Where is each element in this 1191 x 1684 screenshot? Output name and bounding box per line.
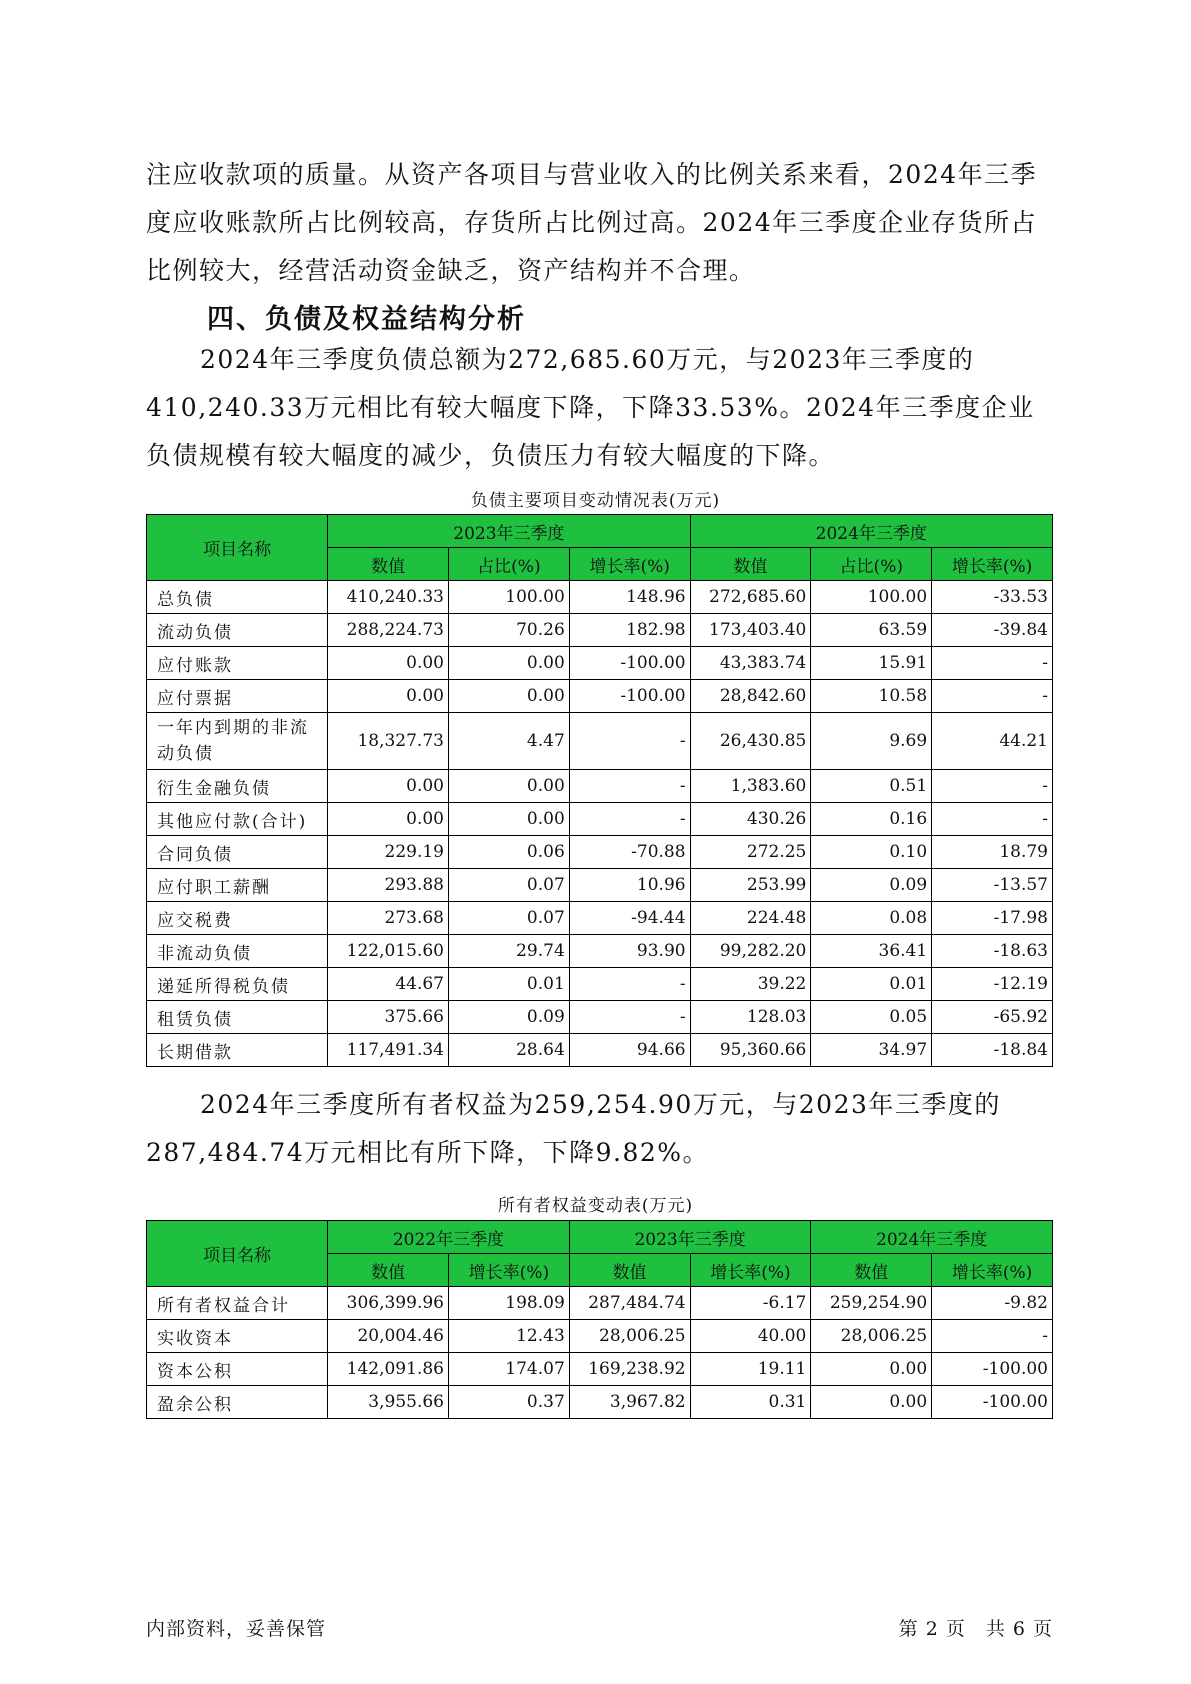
- table-cell: -: [569, 770, 690, 803]
- table-cell: -100.00: [569, 647, 690, 680]
- table-row: [147, 935, 1053, 968]
- table-cell: 19.11: [690, 1353, 811, 1386]
- page-number: 第 2 页 共 6 页: [898, 1618, 1053, 1640]
- table-row: [147, 770, 1053, 803]
- table-cell: 18,327.73: [328, 713, 449, 770]
- table-cell: -: [932, 680, 1053, 713]
- table-cell: 0.00: [448, 647, 569, 680]
- table-row: [147, 1287, 1053, 1320]
- table-cell: -: [932, 1320, 1053, 1353]
- row-label: 合同负债: [147, 836, 328, 869]
- column-header: 数值: [811, 1254, 932, 1287]
- table-cell: 148.96: [569, 581, 690, 614]
- item-name-header: 项目名称: [147, 1221, 328, 1287]
- table-cell: 15.91: [811, 647, 932, 680]
- table-cell: -: [932, 770, 1053, 803]
- table-cell: 272.25: [690, 836, 811, 869]
- table-cell: 0.01: [811, 968, 932, 1001]
- table-cell: -17.98: [932, 902, 1053, 935]
- table-cell: 99,282.20: [690, 935, 811, 968]
- table-row: [147, 968, 1053, 1001]
- table-cell: -70.88: [569, 836, 690, 869]
- table-cell: 224.48: [690, 902, 811, 935]
- row-label: 实收资本: [147, 1320, 328, 1353]
- table-cell: -: [569, 1001, 690, 1034]
- table-cell: 3,967.82: [569, 1386, 690, 1419]
- row-label: 应付账款: [147, 647, 328, 680]
- table-cell: 198.09: [448, 1287, 569, 1320]
- row-label: 盈余公积: [147, 1386, 328, 1419]
- table-cell: -: [932, 803, 1053, 836]
- liability-table: [146, 514, 1053, 1067]
- table-row: [147, 803, 1053, 836]
- table-cell: 36.41: [811, 935, 932, 968]
- table-cell: 0.00: [811, 1386, 932, 1419]
- table-cell: 272,685.60: [690, 581, 811, 614]
- table-cell: 0.37: [448, 1386, 569, 1419]
- table-cell: 173,403.40: [690, 614, 811, 647]
- table-cell: 253.99: [690, 869, 811, 902]
- table-cell: 4.47: [448, 713, 569, 770]
- table-cell: -: [569, 713, 690, 770]
- table-cell: 182.98: [569, 614, 690, 647]
- table-cell: 43,383.74: [690, 647, 811, 680]
- table-cell: -13.57: [932, 869, 1053, 902]
- period-header: 2024年三季度: [811, 1221, 1053, 1254]
- table-cell: 28,842.60: [690, 680, 811, 713]
- table-row: [147, 1353, 1053, 1386]
- table-cell: 0.00: [328, 770, 449, 803]
- row-label: 递延所得税负债: [147, 968, 328, 1001]
- table-cell: 287,484.74: [569, 1287, 690, 1320]
- table-cell: 117,491.34: [328, 1034, 449, 1067]
- table-row: [147, 713, 1053, 770]
- table-cell: 0.07: [448, 902, 569, 935]
- column-header: 占比(%): [448, 548, 569, 581]
- table-cell: 169,238.92: [569, 1353, 690, 1386]
- table-cell: 40.00: [690, 1320, 811, 1353]
- table-cell: -6.17: [690, 1287, 811, 1320]
- item-name-header: 项目名称: [147, 515, 328, 581]
- table-cell: -18.84: [932, 1034, 1053, 1067]
- table-cell: 28,006.25: [811, 1320, 932, 1353]
- period-header: 2024年三季度: [690, 515, 1052, 548]
- row-label: 长期借款: [147, 1034, 328, 1067]
- period-header: 2023年三季度: [569, 1221, 811, 1254]
- row-label: 衍生金融负债: [147, 770, 328, 803]
- table-cell: 0.00: [328, 647, 449, 680]
- column-header: 增长率(%): [932, 548, 1053, 581]
- column-header: 数值: [569, 1254, 690, 1287]
- row-label: 所有者权益合计: [147, 1287, 328, 1320]
- column-header: 增长率(%): [448, 1254, 569, 1287]
- table-cell: 1,383.60: [690, 770, 811, 803]
- table-cell: 100.00: [448, 581, 569, 614]
- table-row: [147, 1001, 1053, 1034]
- table-cell: 0.16: [811, 803, 932, 836]
- intro-paragraph: 注应收款项的质量。从资产各项目与营业收入的比例关系来看，2024年三季度应收账款所占比例较高，存货所占比例过高。2024年三季度企业存货所占比例较大，经营活动资金缺乏，资产结构并不合理。: [146, 160, 1038, 285]
- table-cell: 0.10: [811, 836, 932, 869]
- table-cell: -33.53: [932, 581, 1053, 614]
- table-row: [147, 836, 1053, 869]
- section-heading: 四、负债及权益结构分析: [207, 304, 526, 335]
- table2-caption: 所有者权益变动表(万元): [497, 1196, 694, 1216]
- footer-left: 内部资料，妥善保管: [146, 1618, 327, 1640]
- liability-paragraph: 2024年三季度负债总额为272,685.60万元，与2023年三季度的410,240.33万元相比有较大幅度下降，下降33.53%。2024年三季度企业负债规模有较大幅度的减少，负债压力有较大幅度的下降。: [146, 345, 1035, 470]
- table-cell: 10.58: [811, 680, 932, 713]
- column-header: 增长率(%): [932, 1254, 1053, 1287]
- table-cell: 18.79: [932, 836, 1053, 869]
- table-cell: 0.00: [328, 803, 449, 836]
- table-cell: 259,254.90: [811, 1287, 932, 1320]
- table-cell: 410,240.33: [328, 581, 449, 614]
- table-cell: 288,224.73: [328, 614, 449, 647]
- table-cell: 0.07: [448, 869, 569, 902]
- table-cell: -: [569, 803, 690, 836]
- table-cell: 26,430.85: [690, 713, 811, 770]
- row-label: 租赁负债: [147, 1001, 328, 1034]
- table-cell: 0.09: [448, 1001, 569, 1034]
- column-header: 增长率(%): [690, 1254, 811, 1287]
- row-label: 总负债: [147, 581, 328, 614]
- row-label: 非流动负债: [147, 935, 328, 968]
- table-cell: -94.44: [569, 902, 690, 935]
- table-cell: 28,006.25: [569, 1320, 690, 1353]
- table-cell: -100.00: [932, 1386, 1053, 1419]
- table-cell: 306,399.96: [328, 1287, 449, 1320]
- table-cell: 0.00: [448, 803, 569, 836]
- table-cell: -12.19: [932, 968, 1053, 1001]
- table-cell: 0.00: [811, 1353, 932, 1386]
- table-cell: 28.64: [448, 1034, 569, 1067]
- row-label: 一年内到期的非流动负债: [147, 713, 328, 770]
- table-cell: 0.08: [811, 902, 932, 935]
- column-header: 增长率(%): [569, 548, 690, 581]
- equity-paragraph: 2024年三季度所有者权益为259,254.90万元，与2023年三季度的287,484.74万元相比有所下降，下降9.82%。: [146, 1090, 1001, 1167]
- table-row: [147, 647, 1053, 680]
- table-cell: 3,955.66: [328, 1386, 449, 1419]
- table-row: [147, 902, 1053, 935]
- row-label: 其他应付款(合计): [147, 803, 328, 836]
- row-label: 应交税费: [147, 902, 328, 935]
- table-cell: 29.74: [448, 935, 569, 968]
- table-row: [147, 1320, 1053, 1353]
- table-row: [147, 581, 1053, 614]
- table-cell: 122,015.60: [328, 935, 449, 968]
- table-cell: -100.00: [932, 1353, 1053, 1386]
- table-cell: 44.21: [932, 713, 1053, 770]
- table-cell: 63.59: [811, 614, 932, 647]
- column-header: 数值: [328, 548, 449, 581]
- table-cell: 0.31: [690, 1386, 811, 1419]
- table-cell: -: [932, 647, 1053, 680]
- row-label: 流动负债: [147, 614, 328, 647]
- table-cell: 0.01: [448, 968, 569, 1001]
- table-cell: 20,004.46: [328, 1320, 449, 1353]
- table-cell: 0.00: [448, 770, 569, 803]
- table-cell: 229.19: [328, 836, 449, 869]
- table-row: [147, 614, 1053, 647]
- table-cell: 273.68: [328, 902, 449, 935]
- table-cell: 293.88: [328, 869, 449, 902]
- table-cell: 44.67: [328, 968, 449, 1001]
- table-cell: -: [569, 968, 690, 1001]
- table1-caption: 负债主要项目变动情况表(万元): [470, 491, 721, 511]
- row-label: 应付职工薪酬: [147, 869, 328, 902]
- table-cell: 0.05: [811, 1001, 932, 1034]
- table-cell: -18.63: [932, 935, 1053, 968]
- period-header: 2022年三季度: [328, 1221, 570, 1254]
- table-cell: -100.00: [569, 680, 690, 713]
- table-cell: 128.03: [690, 1001, 811, 1034]
- table-cell: 95,360.66: [690, 1034, 811, 1067]
- period-header: 2023年三季度: [328, 515, 690, 548]
- table-row: [147, 1034, 1053, 1067]
- table-cell: -65.92: [932, 1001, 1053, 1034]
- table-cell: 142,091.86: [328, 1353, 449, 1386]
- table-cell: 70.26: [448, 614, 569, 647]
- equity-table: [146, 1220, 1053, 1419]
- table-cell: 12.43: [448, 1320, 569, 1353]
- table-cell: 0.51: [811, 770, 932, 803]
- table-cell: 375.66: [328, 1001, 449, 1034]
- table-cell: 94.66: [569, 1034, 690, 1067]
- table-cell: -9.82: [932, 1287, 1053, 1320]
- table-cell: 9.69: [811, 713, 932, 770]
- column-header: 数值: [690, 548, 811, 581]
- table-cell: 0.00: [448, 680, 569, 713]
- table-cell: -39.84: [932, 614, 1053, 647]
- table-cell: 34.97: [811, 1034, 932, 1067]
- table-cell: 174.07: [448, 1353, 569, 1386]
- table-cell: 0.09: [811, 869, 932, 902]
- table-cell: 430.26: [690, 803, 811, 836]
- table-cell: 100.00: [811, 581, 932, 614]
- table-row: [147, 869, 1053, 902]
- table-row: [147, 680, 1053, 713]
- row-label: 应付票据: [147, 680, 328, 713]
- row-label: 资本公积: [147, 1353, 328, 1386]
- table-cell: 0.00: [328, 680, 449, 713]
- table-row: [147, 1386, 1053, 1419]
- table-cell: 39.22: [690, 968, 811, 1001]
- table-cell: 93.90: [569, 935, 690, 968]
- table-cell: 10.96: [569, 869, 690, 902]
- column-header: 数值: [328, 1254, 449, 1287]
- table-cell: 0.06: [448, 836, 569, 869]
- column-header: 占比(%): [811, 548, 932, 581]
